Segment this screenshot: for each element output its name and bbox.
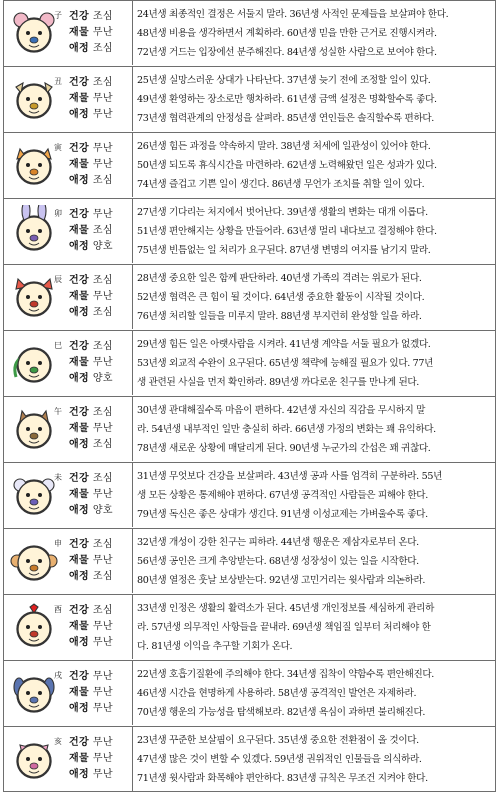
dog-icon (8, 667, 60, 719)
rat-icon (8, 7, 60, 59)
fortune-row (3, 726, 496, 792)
rating-block (69, 75, 131, 123)
zodiac-character: 子 (54, 11, 62, 20)
rating-value: 조심 (92, 307, 113, 318)
fortune-left-cell (4, 529, 133, 593)
zodiac-character: 申 (54, 539, 62, 548)
fortune-left-cell (4, 199, 133, 263)
rating-value: 무난 (92, 159, 113, 170)
fortune-row (3, 330, 496, 397)
rating-block (69, 273, 131, 321)
rating-category: 애정 (69, 637, 89, 648)
rating-line (69, 9, 131, 25)
fortune-text-line: 30년생 관대해질수록 마음이 편하다. 42년생 자신의 직감을 무시하지 말 (137, 405, 426, 416)
fortune-text (137, 533, 492, 590)
rating-value: 무난 (92, 109, 113, 120)
zodiac-character: 丑 (54, 77, 62, 86)
rating-value: 양호 (92, 241, 113, 252)
fortune-text-line: 46년생 시간을 현명하게 사용하라. 58년생 공격적인 발언은 자제하라. (137, 688, 417, 699)
rating-line (69, 91, 131, 107)
fortune-left-cell (4, 1, 133, 65)
rating-value: 무난 (92, 143, 113, 154)
zodiac-character: 卯 (54, 209, 62, 218)
fortune-text-line: 다. 81년생 이익을 추구할 기회가 온다. (137, 641, 293, 652)
rating-line (69, 75, 131, 91)
zodiac-character: 巳 (54, 341, 62, 350)
fortune-text-line: 76년생 처리할 일들을 미루지 말라. 88년생 부지런히 완성할 일을 하라. (137, 311, 422, 322)
rating-line (69, 669, 131, 685)
fortune-text-line: 32년생 개성이 강한 친구는 피하라. 44년생 행운은 제삼자로부터 온다. (137, 537, 419, 548)
rating-category: 건강 (69, 473, 89, 484)
rating-block (69, 207, 131, 255)
rating-line (69, 685, 131, 701)
rating-category: 재물 (69, 489, 89, 500)
rating-line (69, 603, 131, 619)
rating-value: 조심 (92, 439, 113, 450)
rating-category: 건강 (69, 671, 89, 682)
rating-block (69, 735, 131, 783)
rating-value: 무난 (92, 489, 113, 500)
fortune-text (137, 731, 492, 788)
fortune-text-line: 28년생 중요한 일은 함께 판단하라. 40년생 가족의 격려는 위로가 된다. (137, 273, 422, 284)
rating-line (69, 537, 131, 553)
rating-value: 조심 (92, 275, 113, 286)
zodiac-character: 未 (54, 473, 62, 482)
fortune-text-line: 48년생 비용을 생각하면서 계획하라. 60년생 믿을 만한 근거로 진행시켜라. (137, 28, 437, 39)
fortune-text-line: 라. 54년생 내부적인 일만 충실히 하라. 66년생 가정의 변화는 꽤 유익하다. (137, 424, 436, 435)
fortune-text-line: 56년생 공인은 크게 추앙받는다. 68년생 성장성이 있는 일을 시작한다. (137, 556, 419, 567)
rating-value: 조심 (92, 175, 113, 186)
rating-line (69, 701, 131, 717)
rating-value: 무난 (92, 769, 113, 780)
fortune-text-line: 73년생 협력관계의 안정성을 살펴라. 85년생 연인들은 솔직할수록 편하다. (137, 113, 435, 124)
fortune-row (3, 594, 496, 661)
rating-line (69, 569, 131, 585)
fortune-left-cell (4, 331, 133, 395)
rating-line (69, 339, 131, 355)
rating-category: 애정 (69, 703, 89, 714)
rating-category: 애정 (69, 307, 89, 318)
rating-category: 애정 (69, 769, 89, 780)
rating-line (69, 207, 131, 223)
rating-value: 조심 (92, 473, 113, 484)
rating-line (69, 355, 131, 371)
fortune-left-cell (4, 727, 133, 791)
fortune-text-line: 31년생 무엇보다 건강을 보살펴라. 43년생 공과 사를 엄격히 구분하라. 55년 (137, 471, 442, 482)
rating-category: 재물 (69, 687, 89, 698)
rating-category: 애정 (69, 505, 89, 516)
rating-value: 조심 (92, 539, 113, 550)
fortune-text-line: 80년생 열정은 훗날 보상받는다. 92년생 고민거리는 윗사람과 의논하라. (137, 575, 426, 586)
rating-value: 양호 (92, 505, 113, 516)
fortune-text-line: 22년생 호흡기질환에 주의해야 한다. 34년생 집착이 약함수록 편안해진다. (137, 669, 435, 680)
rating-value: 무난 (92, 671, 113, 682)
fortune-left-cell (4, 595, 133, 659)
rating-value: 무난 (92, 703, 113, 714)
fortune-text (137, 599, 492, 656)
rating-value: 조심 (92, 225, 113, 236)
fortune-text (137, 335, 492, 392)
rating-category: 애정 (69, 373, 89, 384)
fortune-left-cell (4, 265, 133, 329)
fortune-text-line: 29년생 힘든 일은 아랫사람을 시켜라. 41년생 계약을 서둘 필요가 없겠다. (137, 339, 431, 350)
fortune-row (3, 462, 496, 529)
rating-category: 재물 (69, 555, 89, 566)
rating-category: 재물 (69, 225, 89, 236)
rating-category: 애정 (69, 175, 89, 186)
rating-line (69, 107, 131, 123)
rating-category: 건강 (69, 143, 89, 154)
fortune-text-line: 24년생 최종적인 결정은 서둘지 말라. 36년생 사적인 문제들을 보살펴야 한다. (137, 9, 449, 20)
rating-value: 무난 (92, 93, 113, 104)
fortune-text-line: 47년생 많은 것이 변할 수 있겠다. 59년생 권위적인 인물들을 의식하라. (137, 754, 422, 765)
rating-value: 무난 (92, 737, 113, 748)
rating-value: 양호 (92, 373, 113, 384)
rating-line (69, 619, 131, 635)
fortune-text-line: 49년생 환영하는 장소로만 행차하라. 61년생 금액 설정은 명확할수록 좋다. (137, 94, 437, 105)
fortune-text-line: 72년생 거드는 입장에선 분주해진다. 84년생 성실한 사람으로 보여야 한다. (137, 47, 437, 58)
fortune-text-line: 생 관련된 사실을 먼저 확인하라. 89년생 까다로운 친구를 만나게 된다. (137, 377, 419, 388)
fortune-left-cell (4, 67, 133, 131)
fortune-text-line: 라. 57년생 의무적인 사항들을 끝내라. 69년생 책임질 일부터 처리해야 한 (137, 622, 431, 633)
rating-line (69, 487, 131, 503)
rating-category: 애정 (69, 109, 89, 120)
fortune-text (137, 71, 492, 128)
rating-category: 애정 (69, 43, 89, 54)
rating-value: 무난 (92, 291, 113, 302)
rating-line (69, 239, 131, 255)
fortune-text-line: 79년생 독신은 좋은 상대가 생긴다. 91년생 이성교제는 가벼울수록 좋다. (137, 509, 428, 520)
rooster-icon (8, 601, 60, 653)
rating-line (69, 553, 131, 569)
fortune-row (3, 528, 496, 595)
rating-line (69, 437, 131, 453)
rating-line (69, 635, 131, 651)
rating-value: 무난 (92, 621, 113, 632)
fortune-row (3, 264, 496, 331)
rating-value: 무난 (92, 753, 113, 764)
rating-value: 무난 (92, 687, 113, 698)
fortune-text-line: 75년생 빈틈없는 일 처리가 요구된다. 87년생 변명의 여지를 남기지 말라. (137, 245, 431, 256)
monkey-icon (8, 535, 60, 587)
rating-line (69, 41, 131, 57)
fortune-row (3, 396, 496, 463)
rating-value: 무난 (92, 555, 113, 566)
fortune-text-line: 52년생 협력은 큰 힘이 될 것이다. 64년생 중요한 활동이 시작될 것이다. (137, 292, 425, 303)
zodiac-character: 寅 (54, 143, 62, 152)
rating-block (69, 405, 131, 453)
fortune-text-line: 27년생 기다리는 처지에서 벗어난다. 39년생 생활의 변화는 대개 이롭다. (137, 207, 428, 218)
rating-category: 건강 (69, 209, 89, 220)
fortune-text-line: 78년생 새로운 상황에 매달리게 된다. 90년생 누군가의 간섭은 꽤 귀찮다. (137, 443, 431, 454)
fortune-row (3, 660, 496, 727)
rating-value: 조심 (92, 571, 113, 582)
rating-block (69, 9, 131, 57)
snake-icon (8, 337, 60, 389)
rating-category: 애정 (69, 439, 89, 450)
fortune-text (137, 5, 492, 62)
fortune-row (3, 198, 496, 265)
rating-value: 조심 (92, 341, 113, 352)
tiger-icon (8, 139, 60, 191)
zodiac-character: 午 (54, 407, 62, 416)
fortune-left-cell (4, 397, 133, 461)
fortune-text-line: 53년생 외교적 수완이 요구된다. 65년생 책략에 능해질 필요가 있다. 77년 (137, 358, 434, 369)
fortune-text (137, 467, 492, 524)
rating-line (69, 503, 131, 519)
fortune-text-line: 26년생 힘든 과정을 약속하지 말라. 38년생 처세에 일관성이 있어야 한다. (137, 141, 431, 152)
rating-category: 애정 (69, 571, 89, 582)
rating-line (69, 421, 131, 437)
fortune-text-line: 71년생 윗사람과 화목해야 편안하다. 83년생 규칙은 무조건 지켜야 한다. (137, 773, 428, 784)
rating-category: 재물 (69, 159, 89, 170)
fortune-text-line: 25년생 실망스러운 상대가 나타난다. 37년생 늦기 전에 조정할 일이 있다. (137, 75, 431, 86)
pig-icon (8, 733, 60, 785)
zodiac-character: 辰 (54, 275, 62, 284)
rating-value: 조심 (92, 43, 113, 54)
rating-category: 건강 (69, 11, 89, 22)
fortune-text-line: 50년생 되도록 휴식시간을 마련하라. 62년생 노력해왔던 일은 성과가 있다. (137, 160, 437, 171)
sheep-icon (8, 469, 60, 521)
fortune-left-cell (4, 661, 133, 725)
ox-icon (8, 73, 60, 125)
rating-line (69, 157, 131, 173)
rating-category: 애정 (69, 241, 89, 252)
rating-category: 건강 (69, 341, 89, 352)
fortune-row (3, 132, 496, 199)
fortune-left-cell (4, 463, 133, 527)
rating-line (69, 405, 131, 421)
rating-line (69, 767, 131, 783)
rating-block (69, 669, 131, 717)
rating-block (69, 339, 131, 387)
fortune-left-cell (4, 133, 133, 197)
rating-value: 무난 (92, 637, 113, 648)
fortune-text (137, 137, 492, 194)
rating-block (69, 603, 131, 651)
fortune-text (137, 665, 492, 722)
rating-category: 건강 (69, 605, 89, 616)
rating-line (69, 25, 131, 41)
rating-category: 재물 (69, 291, 89, 302)
rating-value: 무난 (92, 209, 113, 220)
rating-line (69, 471, 131, 487)
rating-category: 재물 (69, 621, 89, 632)
fortune-text-line: 51년생 편안해지는 상황을 만들어라. 63년생 멀리 내다보고 결정해야 한다. (137, 226, 437, 237)
fortune-text-line: 생 모든 상황은 통제해야 편하다. 67년생 공격적인 사람들은 피해야 한다. (137, 490, 428, 501)
rating-value: 조심 (92, 407, 113, 418)
rating-category: 건강 (69, 539, 89, 550)
fortune-text-line: 74년생 즐겁고 기쁜 일이 생긴다. 86년생 무언가 조치를 취할 일이 있다. (137, 179, 425, 190)
rating-line (69, 751, 131, 767)
rabbit-icon (8, 205, 60, 257)
rating-block (69, 141, 131, 189)
horse-icon (8, 403, 60, 455)
rating-category: 재물 (69, 93, 89, 104)
rating-value: 무난 (92, 27, 113, 38)
fortune-text (137, 203, 492, 260)
fortune-text-line: 23년생 꾸준한 보살핌이 요구된다. 35년생 중요한 전환점이 올 것이다. (137, 735, 419, 746)
rating-line (69, 735, 131, 751)
rating-category: 건강 (69, 737, 89, 748)
rating-line (69, 305, 131, 321)
fortune-text (137, 401, 492, 458)
rating-value: 조심 (92, 77, 113, 88)
rating-line (69, 223, 131, 239)
zodiac-character: 戌 (54, 671, 62, 680)
rating-category: 건강 (69, 407, 89, 418)
fortune-row (3, 0, 496, 67)
rating-category: 재물 (69, 27, 89, 38)
zodiac-character: 酉 (54, 605, 62, 614)
fortune-text (137, 269, 492, 326)
rating-line (69, 273, 131, 289)
rating-line (69, 141, 131, 157)
rating-value: 무난 (92, 423, 113, 434)
zodiac-character: 亥 (54, 737, 62, 746)
rating-line (69, 289, 131, 305)
rating-category: 재물 (69, 357, 89, 368)
rating-block (69, 471, 131, 519)
rating-value: 조심 (92, 11, 113, 22)
rating-category: 건강 (69, 77, 89, 88)
rating-value: 조심 (92, 605, 113, 616)
fortune-row (3, 66, 496, 133)
dragon-icon (8, 271, 60, 323)
rating-line (69, 371, 131, 387)
rating-category: 재물 (69, 753, 89, 764)
rating-block (69, 537, 131, 585)
rating-value: 무난 (92, 357, 113, 368)
rating-line (69, 173, 131, 189)
fortune-text-line: 33년생 인정은 생활의 활력소가 된다. 45년생 개인정보를 세심하게 관리하 (137, 603, 435, 614)
fortune-text-line: 70년생 행운의 가능성을 탐색해보라. 82년생 욕심이 과하면 불리해진다. (137, 707, 426, 718)
rating-category: 건강 (69, 275, 89, 286)
rating-category: 재물 (69, 423, 89, 434)
